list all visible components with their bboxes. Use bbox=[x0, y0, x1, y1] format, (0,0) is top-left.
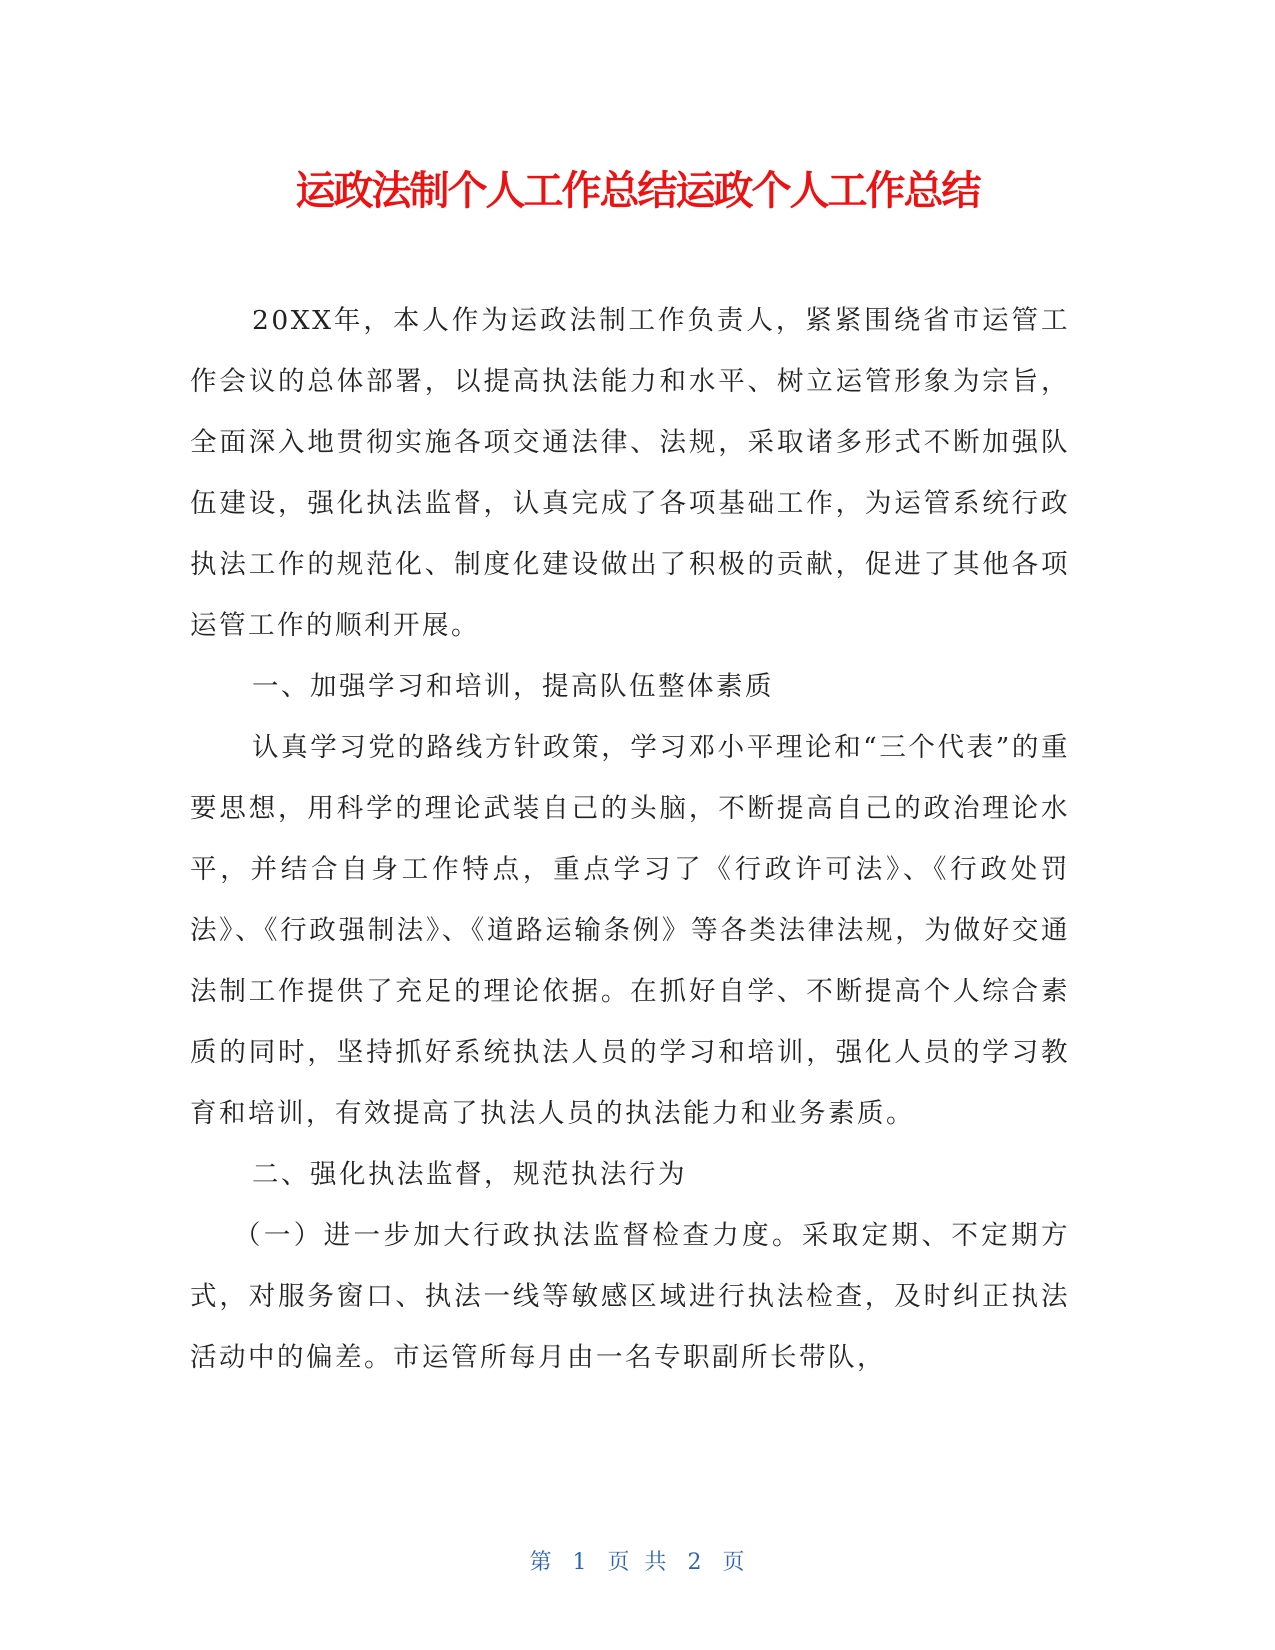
footer-current-page: 1 bbox=[572, 1550, 588, 1575]
footer-mid: 页 共 bbox=[607, 1550, 668, 1575]
footer-suffix: 页 bbox=[722, 1550, 746, 1575]
paragraph-intro: 20XX年，本人作为运政法制工作负责人，紧紧围绕省市运管工作会议的总体部署，以提高执法能力和水平、树立运管形象为宗旨，全面深入地贯彻实施各项交通法律、法规，采取诸多形式不断加强队伍建设，强化执法监督，认真完成了各项基础工作，为运管系统行政执法工作的规范化、制度化建设做出了积极的贡献，促进了其他各项运管工作的顺利开展。 bbox=[190, 305, 1070, 641]
footer-total-pages: 2 bbox=[687, 1550, 703, 1575]
page-footer bbox=[0, 1548, 1275, 1578]
paragraph-supervision: （一）进一步加大行政执法监督检查力度。采取定期、不定期方式，对服务窗口、执法一线等敏感区域进行执法检查，及时纠正执法活动中的偏差。市运管所每月由一名专职副所长带队， bbox=[190, 1220, 1070, 1373]
document-title: 运政法制个人工作总结运政个人工作总结 bbox=[295, 168, 980, 214]
footer-prefix: 第 bbox=[529, 1550, 553, 1575]
document-body bbox=[190, 290, 1070, 1388]
paragraph-study: 认真学习党的路线方针政策，学习邓小平理论和“三个代表”的重要思想，用科学的理论武装自己的头脑，不断提高自己的政治理论水平，并结合自身工作特点，重点学习了《行政许可法》、《行政处罚法》、《行政强制法》、《道路运输条例》等各类法律法规，为做好交通法制工作提供了充足的理论依据。在抓好自学、不断提高个人综合素质的同时，坚持抓好系统执法人员的学习和培训，强化人员的学习教育和培训，有效提高了执法人员的执法能力和业务素质。 bbox=[190, 732, 1070, 1129]
section-heading-2: 二、强化执法监督，规范执法行为 bbox=[252, 1159, 687, 1190]
section-heading-1: 一、加强学习和培训，提高队伍整体素质 bbox=[252, 671, 774, 702]
